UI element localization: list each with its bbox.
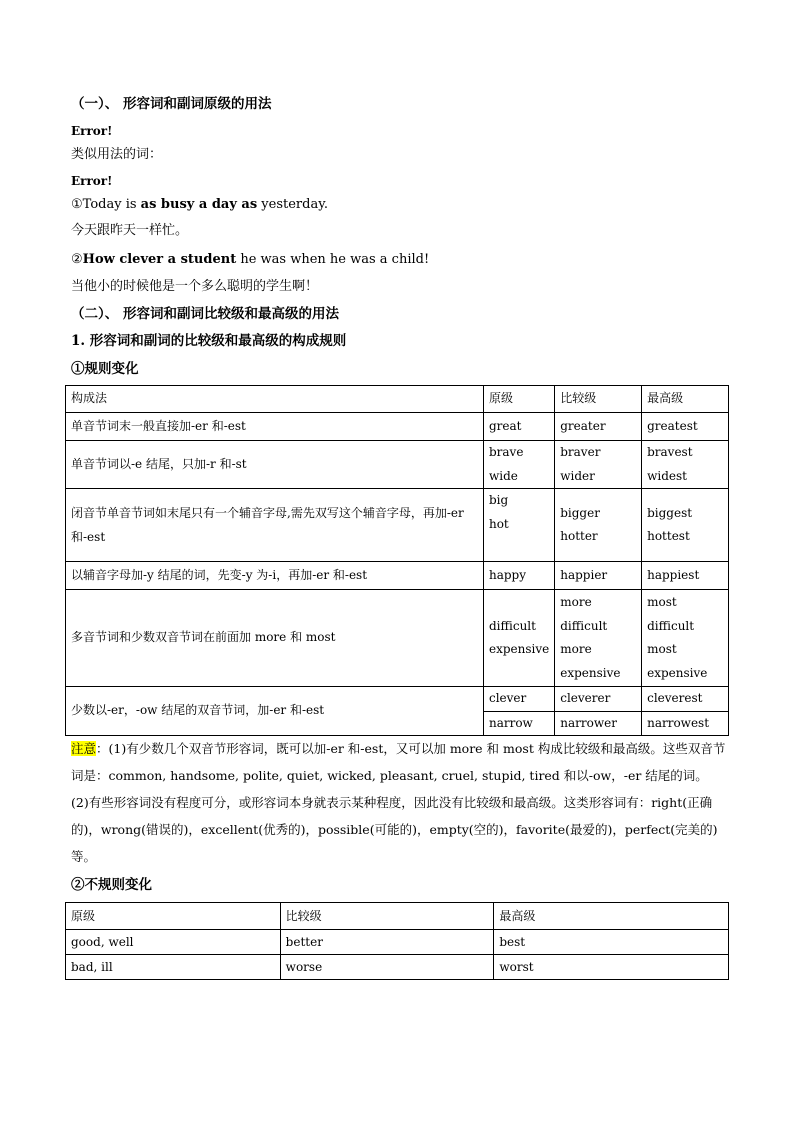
irregular-change-heading: ②不规则变化 [71, 877, 152, 893]
base-cell [483, 489, 554, 562]
base-cell: great [483, 413, 554, 441]
note-text-1: ：(1)有少数几个双音节形容词，既可以加-er 和-est，又可以加 more 和 most 构成比较级和最高级。这些双音节词是：common, handsome, polite, quiet, wicked, pleasant, cruel, stupid, tired 和以-ow，-er 结尾的词。 [71, 741, 726, 783]
comparative-cell [555, 489, 642, 562]
word: big [488, 493, 509, 507]
header-superlative: 最高级 [494, 903, 729, 930]
base-cell [483, 590, 554, 687]
rule-cell: 以辅音字母加-y 结尾的词，先变-y 为-i，再加-er 和-est [66, 562, 484, 590]
word: most [647, 642, 677, 656]
example-2-post: he was when he was a child! [236, 252, 430, 267]
rule-cell: 单音节词末一般直接加-er 和-est [66, 413, 484, 441]
header-rule: 构成法 [66, 386, 484, 413]
table-row [66, 489, 729, 562]
superlative-cell [642, 489, 729, 562]
rule-cell: 多音节词和少数双音节词在前面加 more 和 most [66, 590, 484, 687]
header-superlative: 最高级 [642, 386, 729, 413]
comparative-cell: greater [555, 413, 642, 441]
word: more [560, 595, 592, 609]
word: difficult [647, 618, 695, 633]
comparative-cell: worse [280, 955, 494, 980]
table-row [66, 413, 729, 441]
example-2-chinese: 当他小的时候他是一个多么聪明的学生啊！ [71, 279, 319, 294]
word: more [560, 642, 592, 656]
table-row [66, 562, 729, 590]
base-cell: clever [483, 687, 554, 712]
superlative-cell: narrowest [642, 711, 729, 736]
word: expensive [488, 642, 550, 656]
word: bigger [560, 505, 600, 520]
word: difficult [560, 618, 608, 633]
header-base: 原级 [66, 903, 281, 930]
example-1-chinese: 今天跟昨天一样忙。 [71, 223, 189, 238]
table-row [66, 441, 729, 489]
header-comparative: 比较级 [555, 386, 642, 413]
word: hot [488, 516, 509, 531]
word: biggest [647, 505, 693, 520]
error-text-2: Error! [71, 174, 113, 188]
comparative-cell: cleverer [555, 687, 642, 712]
superlative-cell: worst [494, 955, 729, 980]
word: hottest [647, 529, 690, 543]
rule-cell: 单音节词以-e 结尾，只加-r 和-st [66, 441, 484, 489]
table-row [66, 930, 729, 955]
note-paragraph-1 [71, 735, 727, 789]
example-2-pre: ② [71, 252, 83, 267]
comparative-cell: better [280, 930, 494, 955]
word: expensive [647, 665, 708, 680]
superlative-cell [642, 590, 729, 687]
example-1-post: yesterday. [257, 197, 328, 212]
rule-cell: 少数以-er，-ow 结尾的双音节词，加-er 和-est [66, 687, 484, 736]
word: brave [488, 445, 524, 459]
rule-cell: 闭音节单音节词如末尾只有一个辅音字母,需先双写这个辅音字母，再加-er 和-est [66, 489, 484, 562]
base-cell: bad, ill [66, 955, 281, 980]
base-cell: narrow [483, 711, 554, 736]
word: bravest [647, 445, 693, 459]
table-header-row [66, 903, 729, 930]
regular-comparison-table [65, 385, 729, 736]
example-1-english [71, 196, 328, 214]
example-1-pre: ①Today is [71, 197, 141, 212]
base-cell: good, well [66, 930, 281, 955]
base-cell: happy [483, 562, 554, 590]
irregular-comparison-table [65, 902, 729, 980]
table-row [66, 590, 729, 687]
regular-change-heading: ①规则变化 [71, 361, 139, 377]
comparative-cell: happier [555, 562, 642, 590]
comparative-cell: narrower [555, 711, 642, 736]
word: expensive [560, 665, 621, 680]
table-row [66, 687, 729, 712]
header-base: 原级 [483, 386, 554, 413]
comparative-cell [555, 441, 642, 489]
header-comparative: 比较级 [280, 903, 494, 930]
example-1-bold: as busy a day as [140, 197, 258, 212]
word: widest [647, 468, 687, 483]
superlative-cell: cleverest [642, 687, 729, 712]
base-cell [483, 441, 554, 489]
section2-heading: （二）、 形容词和副词比较级和最高级的用法 [71, 306, 339, 322]
table-header-row [66, 386, 729, 413]
error-text-1: Error! [71, 124, 113, 138]
superlative-cell: happiest [642, 562, 729, 590]
word: wider [560, 468, 595, 483]
section1-heading: （一）、 形容词和副词原级的用法 [71, 96, 272, 112]
similar-usage-label: 类似用法的词： [71, 147, 163, 162]
word: wide [488, 468, 518, 483]
note-paragraph-2: (2)有些形容词没有程度可分，或形容词本身就表示某种程度，因此没有比较级和最高级。这类形容词有：right(正确的)，wrong(错误的)，excellent(优秀的)，possible(可能的)，empty(空的)，favorite(最爱的)，perfect(完美的)等。 [71, 795, 718, 864]
superlative-cell: greatest [642, 413, 729, 441]
word: hotter [560, 529, 598, 543]
example-2-bold: How clever a student [82, 252, 237, 267]
superlative-cell: best [494, 930, 729, 955]
word: most [647, 595, 677, 609]
note-label: 注意 [71, 741, 97, 756]
table-row [66, 955, 729, 980]
comparative-cell [555, 590, 642, 687]
example-2-english [71, 251, 429, 269]
word: difficult [488, 618, 536, 633]
rules-subheading: 1. 形容词和副词的比较级和最高级的构成规则 [71, 333, 347, 349]
word: braver [560, 445, 601, 459]
superlative-cell [642, 441, 729, 489]
